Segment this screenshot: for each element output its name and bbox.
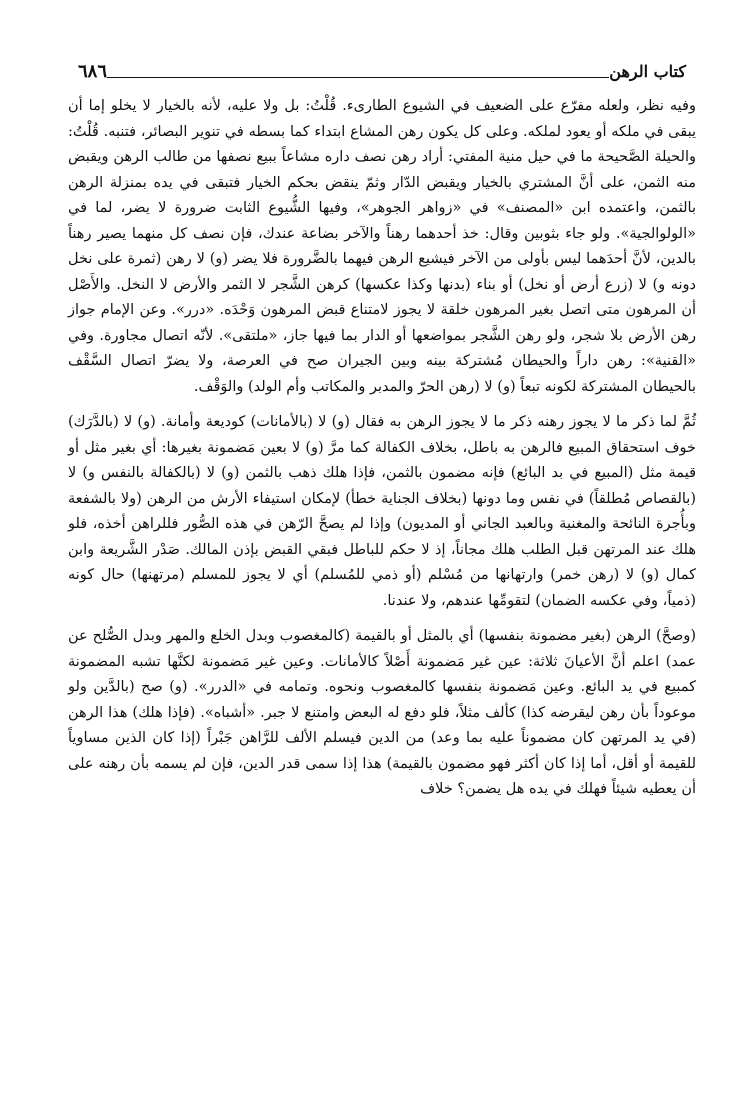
chapter-title: كتاب الرهن (609, 62, 686, 81)
paragraph-1: وفيه نظر، ولعله مفرّع على الضعيف في الشيوع الطارىء. قُلْتُ: بل ولا عليه، لأنه بالخيار لا يخلو إما أن يبقى في ملكه أو يعود لملكه. وعلى كل يكون رهن المشاع ابتداء كما بسطه في تنوير البصائر، فتنبه. قُلْتُ: والحيلة الصَّحيحة ما في حيل منية المفتي: أراد رهن نصف داره مشاعاً ببيع نصفها من طالب الرهن ويقبض منه الثمن، على أنَّ المشتري بالخيار ويقبض الدّار وثمّ ينقض بحكم الخيار فتبقى في يده بمنزلة الرهن بالثمن، واعتمده ابن «المصنف» في «زواهر الجوهر»، وفيها الشُّيوع الثابت ضرورة لا يضر، لما في «الولوالجية». ولو جاء بثوبين وقال: خذ أحدهما رهناً والآخر بضاعة عندك، فإن نصف كل منهما يصير رهناً بالدين، لأنَّ أحدَهما ليس بأولى من الآخر فيشيع الرهن فيهما بالضَّرورة فلا يضر (و) لا رهن (ثمرة على نخل دونه و) لا (زرع أرض أو نخل) أو بناء (بدنها وكذا عكسها) كرهن الشَّجر لا الثمر والأرض لا النخل. والأَصْل أن المرهون متى اتصل بغير المرهون خلقة لا يجوز لامتناع قبض المرهون وَحْدَه. «درر». وعن الإمام جواز رهن الأرض بلا شجر، ولو رهن الشَّجر بمواضعها أو الدار بما فيها جاز، «ملتقى». لأنّه اتصال مجاورة. وفي «القنية»: رهن داراً والحيطان مُشتركة بينه وبين الجيران صح في العرصة، ولا يضرّ اتصال السَّقْف بالحيطان المشتركة لكونه تبعاً (و) لا (رهن الحرّ والمدبر والمكاتب وأم الولد) والوَقْف. (68, 98, 696, 395)
body-text (68, 94, 696, 803)
page-header (68, 58, 696, 82)
paragraph-3: (وصحَّ) الرهن (بغير مضمونة بنفسها) أي بالمثل أو بالقيمة (كالمغصوب وبدل الخلع والمهر وبدل الصُّلح عن عمد) اعلم أنَّ الأعيانَ ثلاثة: عين غير مَضمونة أَصْلاً كالأمانات. وعين غير مَضمونة لكنَّها تشبه المضمونة كمبيع في يد البائع. وعين مَضمونة بنفسها كالمغصوب ونحوه. وتمامه في «الدرر». (و) صح (بالدَّين ولو موعوداً بأن رهن ليقرضه كذا) كألف مثلاً، فلو دفع له البعض وامتنع لا جبر. «أشباه». (فإذا هلك) هذا الرهن (في يد المرتهن كان مضموناً عليه بما وعد) من الدين فيسلم الألف للرَّاهن جَبْراً (إذا كان الذين مساوياً للقيمة أو أقل، أما إذا كان أكثر فهو مضمون بالقيمة) هذا إذا سمى قدر الدين، فإن لم يسمه بأن رهنه على أن يعطيه شيئاً فهلك في يده هل يضمن؟ خلاف (68, 628, 696, 797)
paragraph-2: ثُمَّ لما ذكر ما لا يجوز رهنه ذكر ما لا يجوز الرهن به فقال (و) لا (بالأمانات) كوديعة وأمانة. (و) لا (بالدَّرَك) خوف استحقاق المبيع فالرهن به باطل، بخلاف الكفالة كما مرَّ (و) لا بعين مَضمونة بغيرها: أي بغير مثل أو قيمة مثل (المبيع في بد البائع) فإنه مضمون بالثمن، فإذا هلك ذهب بالثمن (و) لا (بالكفالة بالنفس و) لا (بالقصاص مُطلقاً) في نفس وما دونها (بخلاف الجناية خطأ) لإمكان استيفاء الأرش من الرهن (ولا بالشفعة وبأُجرة النائحة والمغنية وبالعبد الجاني أو المديون) وإذا لم يصحَّ الرّهن في هذه الصُّور فللراهن أخذه، فلو هلك عند المرتهن قبل الطلب هلك مجاناً، إذ لا حكم للباطل فبقي القبض بإذن المالك. صَدْر الشَّريعة وابن كمال (و) لا (رهن خمر) وارتهانها من مُسْلم (أو ذمي للمُسلم) أي لا يجوز للمسلم (مرتهنها) حال كونه (ذمياً، وفي عكسه الضمان) لتقومِّها عندهم، ولا عندنا. (68, 414, 696, 609)
page-number: ٦٨٦ (78, 61, 108, 82)
header-rule (107, 77, 609, 78)
